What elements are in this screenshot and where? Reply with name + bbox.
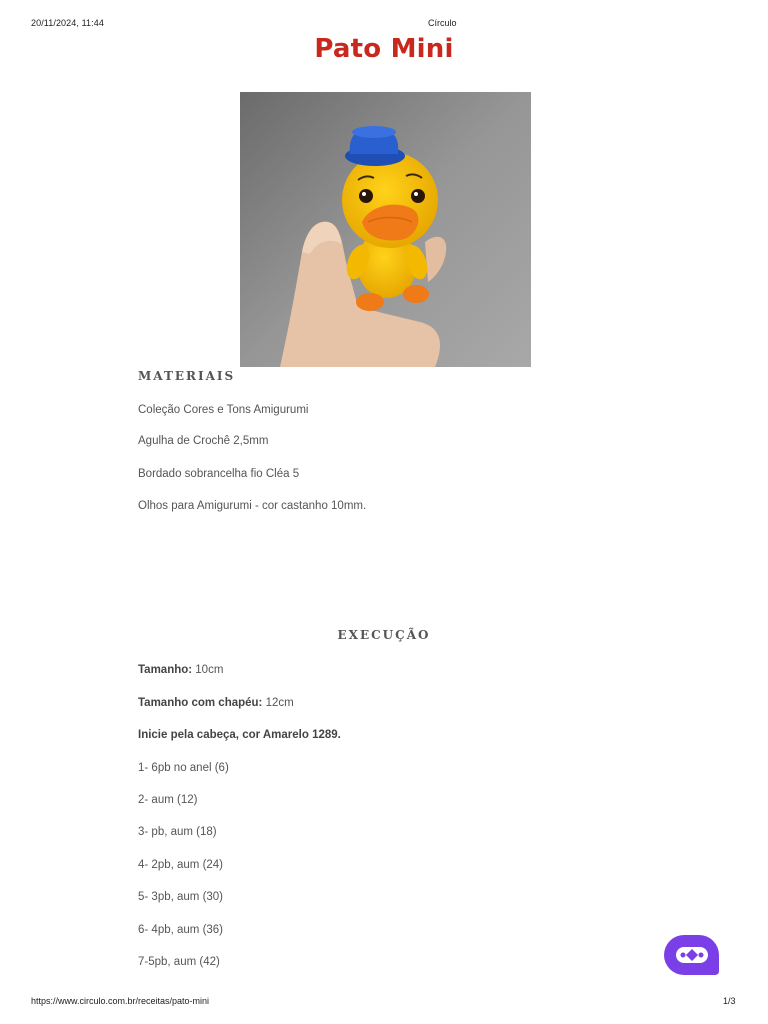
size-with-hat-label: Tamanho com chapéu: [138,697,263,709]
recipe-photo [240,92,531,367]
materiais-item: Coleção Cores e Tons Amigurumi [138,404,309,416]
materiais-item: Agulha de Crochê 2,5mm [138,435,269,447]
execucao-heading: EXECUÇÃO [337,628,431,642]
pattern-row: 4- 2pb, aum (24) [138,859,224,871]
size-value: 10cm [192,664,224,676]
materiais-item: Olhos para Amigurumi - cor castanho 10mm. [138,500,367,512]
pattern-row: 2- aum (12) [138,794,198,806]
start-instruction-text: Inicie pela cabeça, cor Amarelo 1289. [138,729,341,741]
print-url: https://www.circulo.com.br/receitas/pato-mini [31,996,210,1006]
print-page-number: 1/3 [723,996,736,1006]
pattern-row: 5- 3pb, aum (30) [138,891,224,903]
crochet-duck-illustration [240,92,531,367]
pattern-row: 6- 4pb, aum (36) [138,924,224,936]
materiais-heading: MATERIAIS [138,369,236,383]
print-site-name: Círculo [428,18,457,28]
pattern-row: 1- 6pb no anel (6) [138,762,229,774]
print-datetime: 20/11/2024, 11:44 [31,18,104,28]
materiais-item: Bordado sobrancelha fio Cléa 5 [138,468,300,480]
size-label: Tamanho: [138,664,193,676]
pattern-row: 3- pb, aum (18) [138,826,217,838]
chat-button[interactable] [664,935,719,975]
recipe-title: Pato Mini [314,34,454,64]
start-instruction [138,729,341,741]
size-line [138,664,223,676]
size-with-hat-value: 12cm [262,697,294,709]
size-with-hat-line [138,697,294,709]
chat-bubble-icon [674,943,710,967]
pattern-row: 7-5pb, aum (42) [138,956,220,968]
